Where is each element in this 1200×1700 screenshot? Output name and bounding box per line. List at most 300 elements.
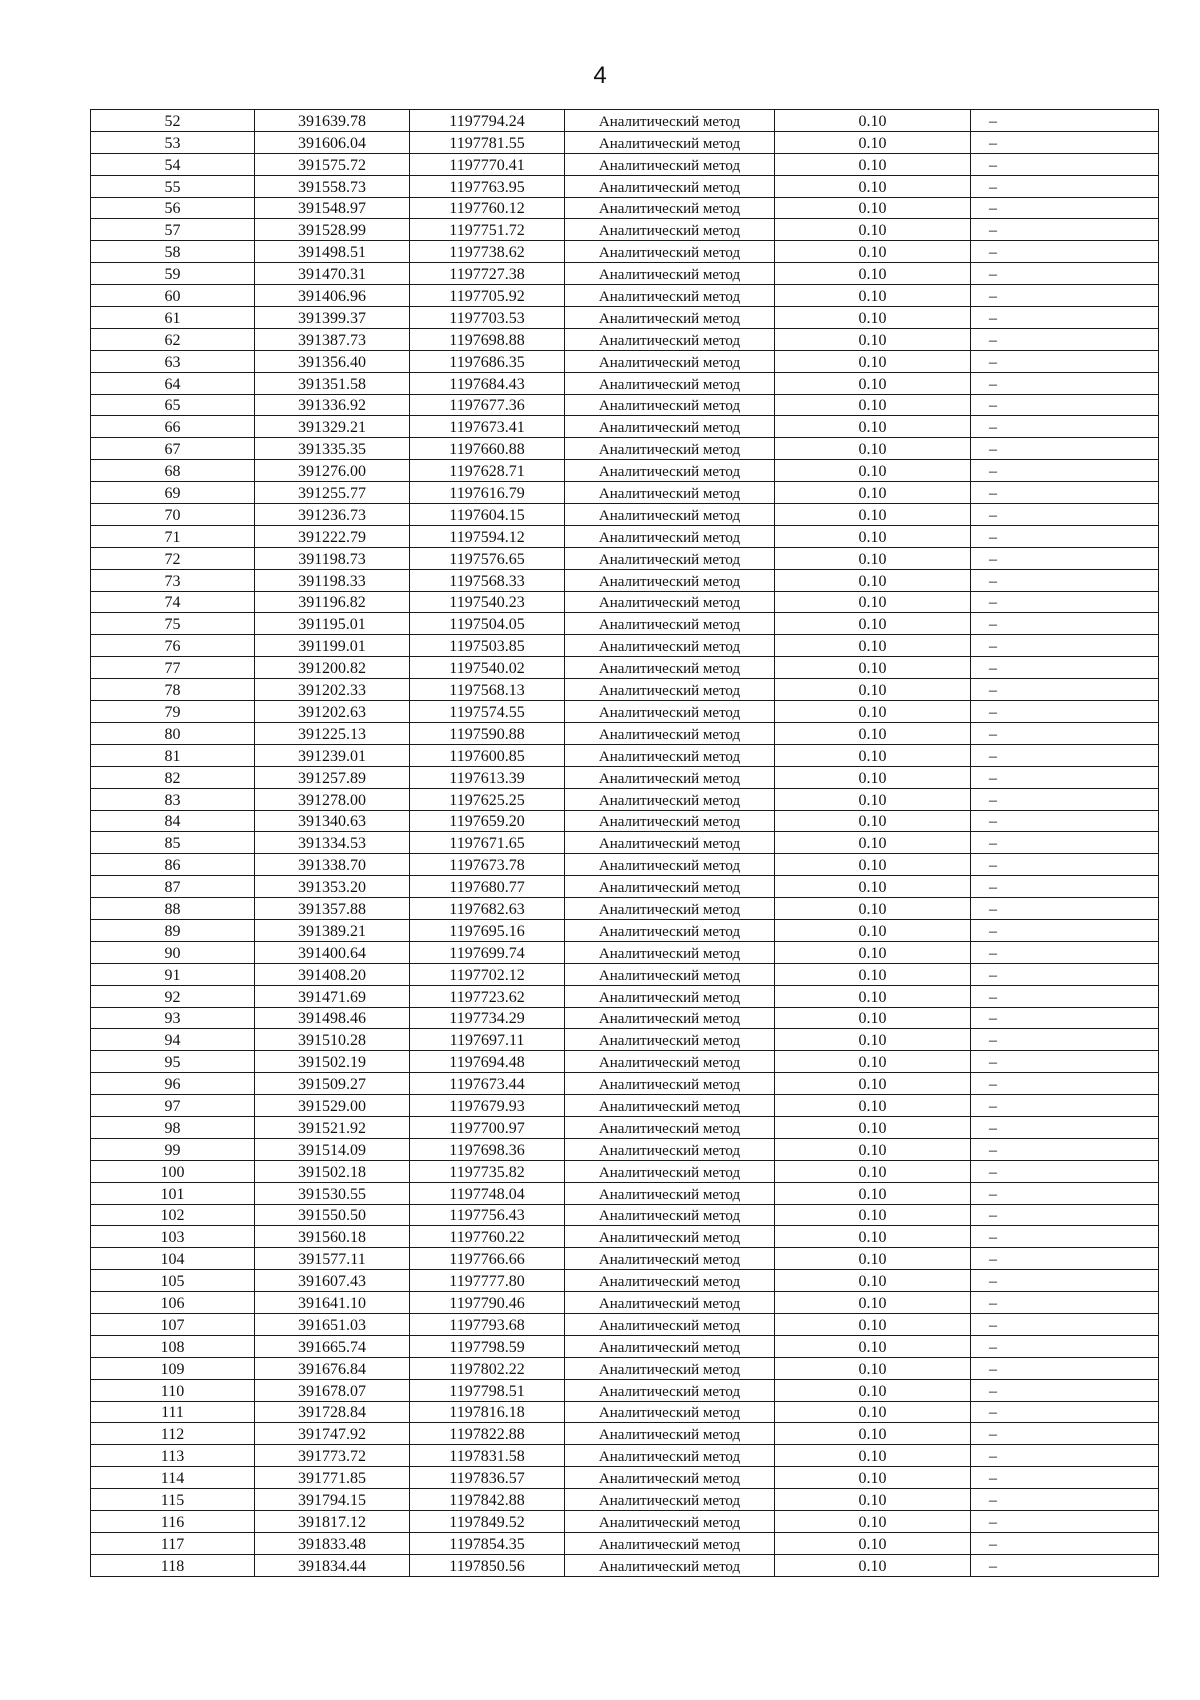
accuracy-cell: 0.10 [775, 1401, 971, 1423]
description-cell: – [971, 766, 1159, 788]
method-cell: Аналитический метод [565, 547, 775, 569]
point-number-cell: 103 [91, 1226, 255, 1248]
method-cell: Аналитический метод [565, 1116, 775, 1138]
table-row [91, 1292, 1159, 1314]
x-coordinate-cell: 391408.20 [255, 963, 410, 985]
method-cell: Аналитический метод [565, 591, 775, 613]
method-cell: Аналитический метод [565, 1248, 775, 1270]
description-cell: – [971, 1292, 1159, 1314]
method-cell: Аналитический метод [565, 263, 775, 285]
y-coordinate-cell: 1197594.12 [410, 525, 565, 547]
accuracy-cell: 0.10 [775, 1248, 971, 1270]
y-coordinate-cell: 1197802.22 [410, 1357, 565, 1379]
table-row [91, 438, 1159, 460]
point-number-cell: 74 [91, 591, 255, 613]
y-coordinate-cell: 1197540.23 [410, 591, 565, 613]
point-number-cell: 78 [91, 679, 255, 701]
point-number-cell: 56 [91, 197, 255, 219]
accuracy-cell: 0.10 [775, 635, 971, 657]
accuracy-cell: 0.10 [775, 854, 971, 876]
description-cell: – [971, 1007, 1159, 1029]
x-coordinate-cell: 391514.09 [255, 1138, 410, 1160]
table-row [91, 1051, 1159, 1073]
y-coordinate-cell: 1197695.16 [410, 919, 565, 941]
x-coordinate-cell: 391558.73 [255, 175, 410, 197]
method-cell: Аналитический метод [565, 219, 775, 241]
table-row [91, 1248, 1159, 1270]
y-coordinate-cell: 1197604.15 [410, 504, 565, 526]
accuracy-cell: 0.10 [775, 1160, 971, 1182]
x-coordinate-cell: 391833.48 [255, 1532, 410, 1554]
table-row [91, 1467, 1159, 1489]
method-cell: Аналитический метод [565, 482, 775, 504]
y-coordinate-cell: 1197703.53 [410, 307, 565, 329]
accuracy-cell: 0.10 [775, 744, 971, 766]
method-cell: Аналитический метод [565, 438, 775, 460]
point-number-cell: 55 [91, 175, 255, 197]
method-cell: Аналитический метод [565, 350, 775, 372]
table-row [91, 810, 1159, 832]
y-coordinate-cell: 1197770.41 [410, 153, 565, 175]
description-cell: – [971, 985, 1159, 1007]
accuracy-cell: 0.10 [775, 438, 971, 460]
y-coordinate-cell: 1197781.55 [410, 131, 565, 153]
accuracy-cell: 0.10 [775, 307, 971, 329]
x-coordinate-cell: 391200.82 [255, 657, 410, 679]
y-coordinate-cell: 1197831.58 [410, 1445, 565, 1467]
x-coordinate-cell: 391199.01 [255, 635, 410, 657]
table-row [91, 876, 1159, 898]
point-number-cell: 71 [91, 525, 255, 547]
x-coordinate-cell: 391340.63 [255, 810, 410, 832]
y-coordinate-cell: 1197794.24 [410, 110, 565, 132]
table-row [91, 1445, 1159, 1467]
table-row [91, 1313, 1159, 1335]
point-number-cell: 110 [91, 1379, 255, 1401]
accuracy-cell: 0.10 [775, 1532, 971, 1554]
y-coordinate-cell: 1197735.82 [410, 1160, 565, 1182]
description-cell: – [971, 1204, 1159, 1226]
x-coordinate-cell: 391747.92 [255, 1423, 410, 1445]
point-number-cell: 52 [91, 110, 255, 132]
description-cell: – [971, 1116, 1159, 1138]
point-number-cell: 57 [91, 219, 255, 241]
y-coordinate-cell: 1197613.39 [410, 766, 565, 788]
description-cell: – [971, 1182, 1159, 1204]
description-cell: – [971, 1401, 1159, 1423]
table-row [91, 1511, 1159, 1533]
description-cell: – [971, 482, 1159, 504]
y-coordinate-cell: 1197751.72 [410, 219, 565, 241]
point-number-cell: 93 [91, 1007, 255, 1029]
description-cell: – [971, 263, 1159, 285]
method-cell: Аналитический метод [565, 1532, 775, 1554]
point-number-cell: 113 [91, 1445, 255, 1467]
table-row [91, 219, 1159, 241]
table-row [91, 307, 1159, 329]
accuracy-cell: 0.10 [775, 701, 971, 723]
y-coordinate-cell: 1197698.88 [410, 328, 565, 350]
x-coordinate-cell: 391406.96 [255, 285, 410, 307]
accuracy-cell: 0.10 [775, 1007, 971, 1029]
y-coordinate-cell: 1197679.93 [410, 1095, 565, 1117]
y-coordinate-cell: 1197850.56 [410, 1554, 565, 1576]
point-number-cell: 112 [91, 1423, 255, 1445]
description-cell: – [971, 285, 1159, 307]
accuracy-cell: 0.10 [775, 876, 971, 898]
method-cell: Аналитический метод [565, 328, 775, 350]
description-cell: – [971, 1226, 1159, 1248]
x-coordinate-cell: 391334.53 [255, 832, 410, 854]
y-coordinate-cell: 1197568.33 [410, 569, 565, 591]
method-cell: Аналитический метод [565, 613, 775, 635]
x-coordinate-cell: 391771.85 [255, 1467, 410, 1489]
table-row [91, 1226, 1159, 1248]
y-coordinate-cell: 1197673.41 [410, 416, 565, 438]
accuracy-cell: 0.10 [775, 460, 971, 482]
point-number-cell: 53 [91, 131, 255, 153]
description-cell: – [971, 1073, 1159, 1095]
description-cell: – [971, 876, 1159, 898]
description-cell: – [971, 197, 1159, 219]
accuracy-cell: 0.10 [775, 1095, 971, 1117]
x-coordinate-cell: 391338.70 [255, 854, 410, 876]
table-row [91, 1532, 1159, 1554]
description-cell: – [971, 832, 1159, 854]
accuracy-cell: 0.10 [775, 197, 971, 219]
table-row [91, 504, 1159, 526]
y-coordinate-cell: 1197816.18 [410, 1401, 565, 1423]
table-row [91, 679, 1159, 701]
method-cell: Аналитический метод [565, 131, 775, 153]
y-coordinate-cell: 1197673.44 [410, 1073, 565, 1095]
y-coordinate-cell: 1197625.25 [410, 788, 565, 810]
y-coordinate-cell: 1197705.92 [410, 285, 565, 307]
point-number-cell: 99 [91, 1138, 255, 1160]
accuracy-cell: 0.10 [775, 153, 971, 175]
x-coordinate-cell: 391357.88 [255, 898, 410, 920]
method-cell: Аналитический метод [565, 1445, 775, 1467]
table-row [91, 722, 1159, 744]
point-number-cell: 109 [91, 1357, 255, 1379]
x-coordinate-cell: 391817.12 [255, 1511, 410, 1533]
point-number-cell: 92 [91, 985, 255, 1007]
description-cell: – [971, 1335, 1159, 1357]
point-number-cell: 117 [91, 1532, 255, 1554]
x-coordinate-cell: 391773.72 [255, 1445, 410, 1467]
table-row [91, 1138, 1159, 1160]
y-coordinate-cell: 1197723.62 [410, 985, 565, 1007]
table-row [91, 898, 1159, 920]
description-cell: – [971, 1357, 1159, 1379]
table-row [91, 197, 1159, 219]
x-coordinate-cell: 391336.92 [255, 394, 410, 416]
point-number-cell: 77 [91, 657, 255, 679]
x-coordinate-cell: 391471.69 [255, 985, 410, 1007]
page-number: 4 [593, 62, 607, 89]
point-number-cell: 95 [91, 1051, 255, 1073]
method-cell: Аналитический метод [565, 1073, 775, 1095]
point-number-cell: 80 [91, 722, 255, 744]
description-cell: – [971, 1160, 1159, 1182]
method-cell: Аналитический метод [565, 679, 775, 701]
point-number-cell: 104 [91, 1248, 255, 1270]
point-number-cell: 102 [91, 1204, 255, 1226]
point-number-cell: 107 [91, 1313, 255, 1335]
x-coordinate-cell: 391202.33 [255, 679, 410, 701]
y-coordinate-cell: 1197568.13 [410, 679, 565, 701]
description-cell: – [971, 1423, 1159, 1445]
point-number-cell: 82 [91, 766, 255, 788]
point-number-cell: 111 [91, 1401, 255, 1423]
x-coordinate-cell: 391222.79 [255, 525, 410, 547]
accuracy-cell: 0.10 [775, 832, 971, 854]
method-cell: Аналитический метод [565, 1292, 775, 1314]
method-cell: Аналитический метод [565, 701, 775, 723]
accuracy-cell: 0.10 [775, 963, 971, 985]
coordinates-table [90, 109, 1159, 1577]
description-cell: – [971, 1313, 1159, 1335]
accuracy-cell: 0.10 [775, 1467, 971, 1489]
method-cell: Аналитический метод [565, 460, 775, 482]
description-cell: – [971, 1248, 1159, 1270]
y-coordinate-cell: 1197682.63 [410, 898, 565, 920]
y-coordinate-cell: 1197822.88 [410, 1423, 565, 1445]
description-cell: – [971, 701, 1159, 723]
accuracy-cell: 0.10 [775, 285, 971, 307]
method-cell: Аналитический метод [565, 832, 775, 854]
method-cell: Аналитический метод [565, 416, 775, 438]
method-cell: Аналитический метод [565, 1489, 775, 1511]
method-cell: Аналитический метод [565, 1554, 775, 1576]
accuracy-cell: 0.10 [775, 175, 971, 197]
x-coordinate-cell: 391498.51 [255, 241, 410, 263]
table-row [91, 613, 1159, 635]
y-coordinate-cell: 1197748.04 [410, 1182, 565, 1204]
table-row [91, 963, 1159, 985]
x-coordinate-cell: 391400.64 [255, 941, 410, 963]
description-cell: – [971, 372, 1159, 394]
description-cell: – [971, 569, 1159, 591]
method-cell: Аналитический метод [565, 744, 775, 766]
table-row [91, 547, 1159, 569]
point-number-cell: 59 [91, 263, 255, 285]
accuracy-cell: 0.10 [775, 1073, 971, 1095]
point-number-cell: 60 [91, 285, 255, 307]
accuracy-cell: 0.10 [775, 898, 971, 920]
accuracy-cell: 0.10 [775, 219, 971, 241]
x-coordinate-cell: 391509.27 [255, 1073, 410, 1095]
y-coordinate-cell: 1197694.48 [410, 1051, 565, 1073]
y-coordinate-cell: 1197734.29 [410, 1007, 565, 1029]
method-cell: Аналитический метод [565, 657, 775, 679]
description-cell: – [971, 810, 1159, 832]
point-number-cell: 91 [91, 963, 255, 985]
table-row [91, 1029, 1159, 1051]
x-coordinate-cell: 391530.55 [255, 1182, 410, 1204]
table-row [91, 1073, 1159, 1095]
accuracy-cell: 0.10 [775, 657, 971, 679]
method-cell: Аналитический метод [565, 1204, 775, 1226]
method-cell: Аналитический метод [565, 1270, 775, 1292]
point-number-cell: 75 [91, 613, 255, 635]
y-coordinate-cell: 1197836.57 [410, 1467, 565, 1489]
method-cell: Аналитический метод [565, 153, 775, 175]
y-coordinate-cell: 1197854.35 [410, 1532, 565, 1554]
table-row [91, 394, 1159, 416]
accuracy-cell: 0.10 [775, 328, 971, 350]
y-coordinate-cell: 1197684.43 [410, 372, 565, 394]
y-coordinate-cell: 1197699.74 [410, 941, 565, 963]
x-coordinate-cell: 391521.92 [255, 1116, 410, 1138]
x-coordinate-cell: 391399.37 [255, 307, 410, 329]
x-coordinate-cell: 391639.78 [255, 110, 410, 132]
point-number-cell: 58 [91, 241, 255, 263]
point-number-cell: 63 [91, 350, 255, 372]
y-coordinate-cell: 1197686.35 [410, 350, 565, 372]
point-number-cell: 85 [91, 832, 255, 854]
point-number-cell: 81 [91, 744, 255, 766]
y-coordinate-cell: 1197777.80 [410, 1270, 565, 1292]
description-cell: – [971, 591, 1159, 613]
description-cell: – [971, 219, 1159, 241]
x-coordinate-cell: 391389.21 [255, 919, 410, 941]
accuracy-cell: 0.10 [775, 394, 971, 416]
table-row [91, 919, 1159, 941]
point-number-cell: 72 [91, 547, 255, 569]
table-row [91, 263, 1159, 285]
accuracy-cell: 0.10 [775, 569, 971, 591]
x-coordinate-cell: 391498.46 [255, 1007, 410, 1029]
y-coordinate-cell: 1197700.97 [410, 1116, 565, 1138]
point-number-cell: 73 [91, 569, 255, 591]
accuracy-cell: 0.10 [775, 1051, 971, 1073]
method-cell: Аналитический метод [565, 307, 775, 329]
point-number-cell: 61 [91, 307, 255, 329]
x-coordinate-cell: 391353.20 [255, 876, 410, 898]
y-coordinate-cell: 1197660.88 [410, 438, 565, 460]
table-row [91, 591, 1159, 613]
table-row [91, 131, 1159, 153]
point-number-cell: 89 [91, 919, 255, 941]
description-cell: – [971, 854, 1159, 876]
x-coordinate-cell: 391502.19 [255, 1051, 410, 1073]
description-cell: – [971, 394, 1159, 416]
x-coordinate-cell: 391607.43 [255, 1270, 410, 1292]
point-number-cell: 62 [91, 328, 255, 350]
y-coordinate-cell: 1197671.65 [410, 832, 565, 854]
x-coordinate-cell: 391577.11 [255, 1248, 410, 1270]
x-coordinate-cell: 391257.89 [255, 766, 410, 788]
table-row [91, 372, 1159, 394]
table-row [91, 460, 1159, 482]
table-row [91, 1554, 1159, 1576]
accuracy-cell: 0.10 [775, 547, 971, 569]
accuracy-cell: 0.10 [775, 1116, 971, 1138]
table-row [91, 1270, 1159, 1292]
description-cell: – [971, 1532, 1159, 1554]
description-cell: – [971, 547, 1159, 569]
x-coordinate-cell: 391239.01 [255, 744, 410, 766]
table-row [91, 1160, 1159, 1182]
y-coordinate-cell: 1197756.43 [410, 1204, 565, 1226]
accuracy-cell: 0.10 [775, 788, 971, 810]
method-cell: Аналитический метод [565, 569, 775, 591]
description-cell: – [971, 416, 1159, 438]
accuracy-cell: 0.10 [775, 504, 971, 526]
x-coordinate-cell: 391651.03 [255, 1313, 410, 1335]
accuracy-cell: 0.10 [775, 1292, 971, 1314]
table-row [91, 1007, 1159, 1029]
accuracy-cell: 0.10 [775, 1226, 971, 1248]
y-coordinate-cell: 1197628.71 [410, 460, 565, 482]
method-cell: Аналитический метод [565, 525, 775, 547]
accuracy-cell: 0.10 [775, 985, 971, 1007]
x-coordinate-cell: 391834.44 [255, 1554, 410, 1576]
x-coordinate-cell: 391548.97 [255, 197, 410, 219]
description-cell: – [971, 1379, 1159, 1401]
y-coordinate-cell: 1197702.12 [410, 963, 565, 985]
description-cell: – [971, 175, 1159, 197]
point-number-cell: 86 [91, 854, 255, 876]
method-cell: Аналитический метод [565, 1379, 775, 1401]
description-cell: – [971, 241, 1159, 263]
description-cell: – [971, 1095, 1159, 1117]
accuracy-cell: 0.10 [775, 1335, 971, 1357]
table-row [91, 285, 1159, 307]
table-row [91, 1489, 1159, 1511]
table-row [91, 854, 1159, 876]
y-coordinate-cell: 1197503.85 [410, 635, 565, 657]
y-coordinate-cell: 1197790.46 [410, 1292, 565, 1314]
description-cell: – [971, 1511, 1159, 1533]
table-row [91, 569, 1159, 591]
description-cell: – [971, 963, 1159, 985]
x-coordinate-cell: 391550.50 [255, 1204, 410, 1226]
x-coordinate-cell: 391276.00 [255, 460, 410, 482]
table-row [91, 416, 1159, 438]
point-number-cell: 101 [91, 1182, 255, 1204]
table-row [91, 985, 1159, 1007]
description-cell: – [971, 722, 1159, 744]
x-coordinate-cell: 391196.82 [255, 591, 410, 613]
method-cell: Аналитический метод [565, 635, 775, 657]
point-number-cell: 70 [91, 504, 255, 526]
y-coordinate-cell: 1197659.20 [410, 810, 565, 832]
y-coordinate-cell: 1197766.66 [410, 1248, 565, 1270]
table-row [91, 788, 1159, 810]
point-number-cell: 54 [91, 153, 255, 175]
point-number-cell: 96 [91, 1073, 255, 1095]
accuracy-cell: 0.10 [775, 1357, 971, 1379]
accuracy-cell: 0.10 [775, 722, 971, 744]
method-cell: Аналитический метод [565, 722, 775, 744]
method-cell: Аналитический метод [565, 898, 775, 920]
y-coordinate-cell: 1197763.95 [410, 175, 565, 197]
y-coordinate-cell: 1197590.88 [410, 722, 565, 744]
description-cell: – [971, 131, 1159, 153]
x-coordinate-cell: 391528.99 [255, 219, 410, 241]
point-number-cell: 115 [91, 1489, 255, 1511]
description-cell: – [971, 1467, 1159, 1489]
table-row [91, 1116, 1159, 1138]
method-cell: Аналитический метод [565, 1160, 775, 1182]
y-coordinate-cell: 1197738.62 [410, 241, 565, 263]
accuracy-cell: 0.10 [775, 766, 971, 788]
table-row [91, 1204, 1159, 1226]
y-coordinate-cell: 1197698.36 [410, 1138, 565, 1160]
description-cell: – [971, 1029, 1159, 1051]
